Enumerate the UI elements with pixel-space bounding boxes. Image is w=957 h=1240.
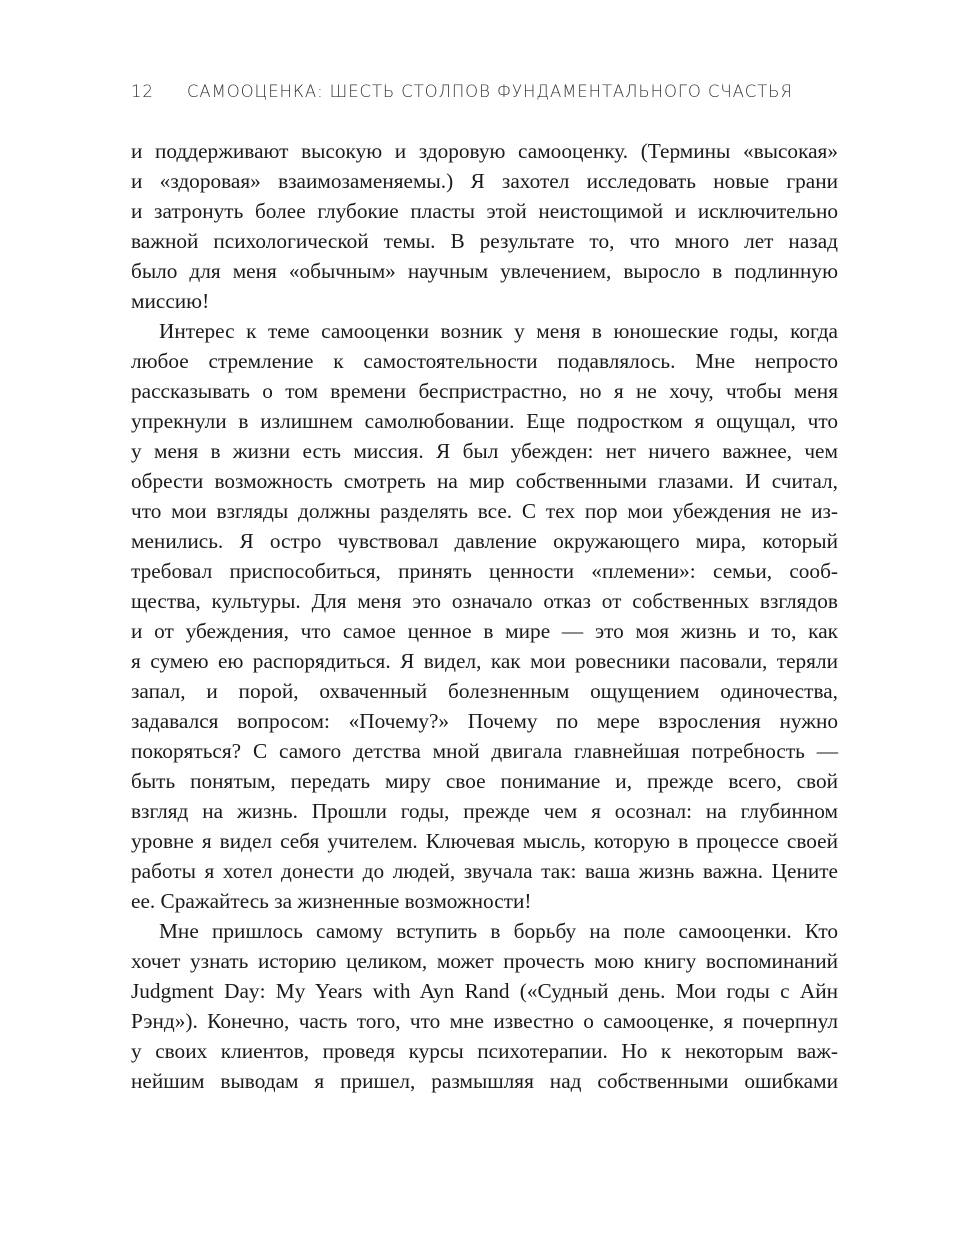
text-line: упрекнули в излишнем самолюбовании. Еще подростком я ощущал, что — [131, 409, 838, 433]
running-title: САМООЦЕНКА: ШЕСТЬ СТОЛПОВ ФУНДАМЕНТАЛЬНОГО СЧАСТЬЯ — [187, 82, 793, 101]
text-line: миссию! — [131, 289, 210, 313]
text-line: и поддерживают высокую и здоровую самооценку. (Термины «высокая» — [131, 139, 838, 163]
text-line: покоряться? С самого детства мной двигала главнейшая потребность — — [131, 739, 838, 763]
paragraph — [131, 136, 838, 316]
text-line: я сумею ею распорядиться. Я видел, как мои ровесники пасовали, теряли — [131, 649, 838, 673]
text-line: менились. Я остро чувствовал давление окружающего мира, который — [131, 529, 838, 553]
text-line: хочет узнать историю целиком, может прочесть мою книгу воспоминаний — [131, 949, 838, 973]
text-line: требовал приспособиться, принять ценности «племени»: семьи, сооб- — [131, 559, 838, 583]
paragraph — [131, 916, 838, 1096]
body-text — [131, 136, 838, 1096]
text-line: работы я хотел донести до людей, звучала так: ваша жизнь важна. Цените — [131, 859, 838, 883]
text-line: любое стремление к самостоятельности подавлялось. Мне непросто — [131, 349, 838, 373]
text-line: уровне я видел себя учителем. Ключевая мысль, которую в процессе своей — [131, 829, 838, 853]
text-line: обрести возможность смотреть на мир собственными глазами. И считал, — [131, 469, 838, 493]
text-line: и от убеждения, что самое ценное в мире — это моя жизнь и то, как — [131, 619, 838, 643]
text-line: что мои взгляды должны разделять все. С тех пор мои убеждения не из- — [131, 499, 838, 523]
text-line: щества, культуры. Для меня это означало отказ от собственных взглядов — [131, 589, 838, 613]
text-line: у своих клиентов, проведя курсы психотерапии. Но к некоторым важ- — [131, 1039, 838, 1063]
text-line: ее. Сражайтесь за жизненные возможности! — [131, 889, 532, 913]
text-line: важной психологической темы. В результате то, что много лет назад — [131, 229, 838, 253]
text-line: было для меня «обычным» научным увлечением, выросло в подлинную — [131, 259, 838, 283]
text-line: быть понятым, передать миру свое понимание и, прежде всего, свой — [131, 769, 838, 793]
running-header — [131, 82, 838, 101]
text-line: Интерес к теме самооценки возник у меня в юношеские годы, когда — [159, 319, 838, 343]
text-line: задавался вопросом: «Почему?» Почему по мере взросления нужно — [131, 709, 838, 733]
text-line: запал, и порой, охваченный болезненным ощущением одиночества, — [131, 679, 838, 703]
text-line: Judgment Day: My Years with Ayn Rand («Судный день. Мои годы с Айн — [131, 979, 838, 1003]
text-line: Мне пришлось самому вступить в борьбу на поле самооценки. Кто — [159, 919, 838, 943]
text-line: рассказывать о том времени беспристрастно, но я не хочу, чтобы меня — [131, 379, 838, 403]
text-line: нейшим выводам я пришел, размышляя над собственными ошибками — [131, 1069, 838, 1093]
text-line: Рэнд»). Конечно, часть того, что мне известно о самооценке, я почерпнул — [131, 1009, 838, 1033]
text-line: и затронуть более глубокие пласты этой неистощимой и исключительно — [131, 199, 838, 223]
text-line: и «здоровая» взаимозаменяемы.) Я захотел исследовать новые грани — [131, 169, 838, 193]
text-line: у меня в жизни есть миссия. Я был убежден: нет ничего важнее, чем — [131, 439, 838, 463]
page-number: 12 — [131, 82, 154, 101]
text-line: взгляд на жизнь. Прошли годы, прежде чем я осознал: на глубинном — [131, 799, 838, 823]
paragraph — [131, 316, 838, 916]
